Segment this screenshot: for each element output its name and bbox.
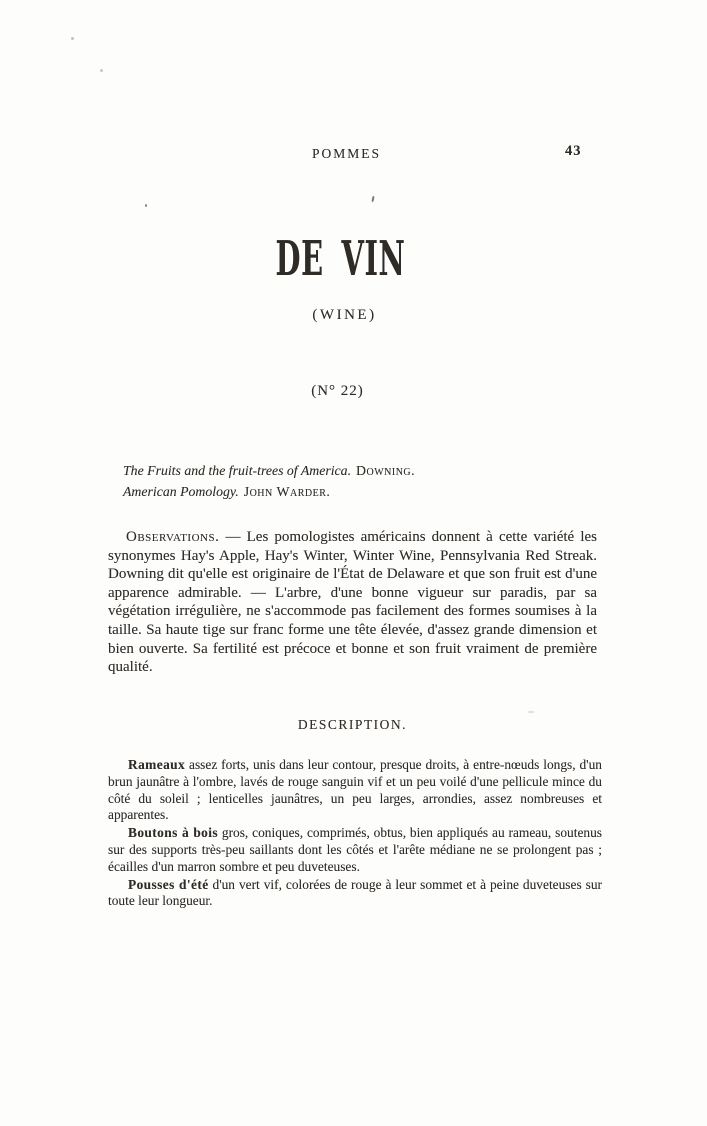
paragraph-lead: Rameaux <box>128 757 186 772</box>
observations-paragraph <box>108 528 597 677</box>
scan-speck <box>71 37 74 40</box>
scan-speck <box>371 196 374 202</box>
plate-number: (N° 22) <box>311 383 364 399</box>
scan-speck <box>145 204 147 207</box>
paragraph-lead: Pousses d'été <box>128 876 209 892</box>
running-header <box>0 143 707 166</box>
reference-title: American Pomology. <box>123 483 239 499</box>
paragraph-text: d'un vert vif, colorées de rouge à leur sommet et à peine duveteuses sur toute leur longueur. <box>108 876 602 909</box>
description-paragraph-rameaux <box>108 757 602 824</box>
page-number: 43 <box>565 143 582 159</box>
description-paragraph-pousses <box>108 877 602 911</box>
scan-speck <box>100 69 103 72</box>
bibliography-entry <box>123 461 415 482</box>
paragraph-text: gros, coniques, comprimés, obtus, bien appliqués au rameau, soutenus sur des supports très-peu saillants dont les côtés et l'arête médiane ne se prolongent pas ; écailles d'un marron sombre et peu duveteuses. <box>108 825 603 874</box>
observations-lead: Observations. <box>126 529 220 545</box>
description-paragraph-boutons <box>108 825 602 875</box>
bibliography <box>123 461 415 502</box>
reference-title: The Fruits and the fruit-trees of America. <box>123 463 352 478</box>
paragraph-lead: Boutons à bois <box>128 825 218 841</box>
running-header-title: POMMES <box>312 146 382 161</box>
reference-author: Downing. <box>356 463 416 478</box>
variety-subtitle: (WINE) <box>312 307 377 323</box>
description-heading: DESCRIPTION. <box>297 717 408 732</box>
reference-author: John Warder. <box>243 483 331 499</box>
variety-title: DE VIN <box>275 231 406 287</box>
scan-speck <box>528 711 534 713</box>
paragraph-text: assez forts, unis dans leur contour, presque droits, à entre-nœuds longs, d'un brun jaunâtre à l'ombre, lavés de rouge sanguin vif et un peu voilé d'une pellicule mince du côté du soleil ; lenticelles jaunâtres, un peu larges, arrondies, assez nombreuses et apparentes. <box>108 757 602 823</box>
bibliography-entry <box>123 482 415 503</box>
description-section <box>108 757 602 910</box>
observations-text: — Les pomologistes américains donnent à cette variété les synonymes Hay's Apple, Hay's Winter, Winter Wine, Pennsylvania Red Streak. Downing dit qu'elle est originaire de l'État de Delaware et que son fruit est d'une apparence admirable. — L'arbre, d'une bonne vigueur sur paradis, par sa végétation irrégulière, ne s'accommode pas facilement des formes soumises à la taille. Sa haute tige sur franc forme une tête élevée, d'assez grande dimension et bien ouverte. Sa fertilité est précoce et bonne et son fruit vraiment de première qualité. <box>108 529 597 676</box>
